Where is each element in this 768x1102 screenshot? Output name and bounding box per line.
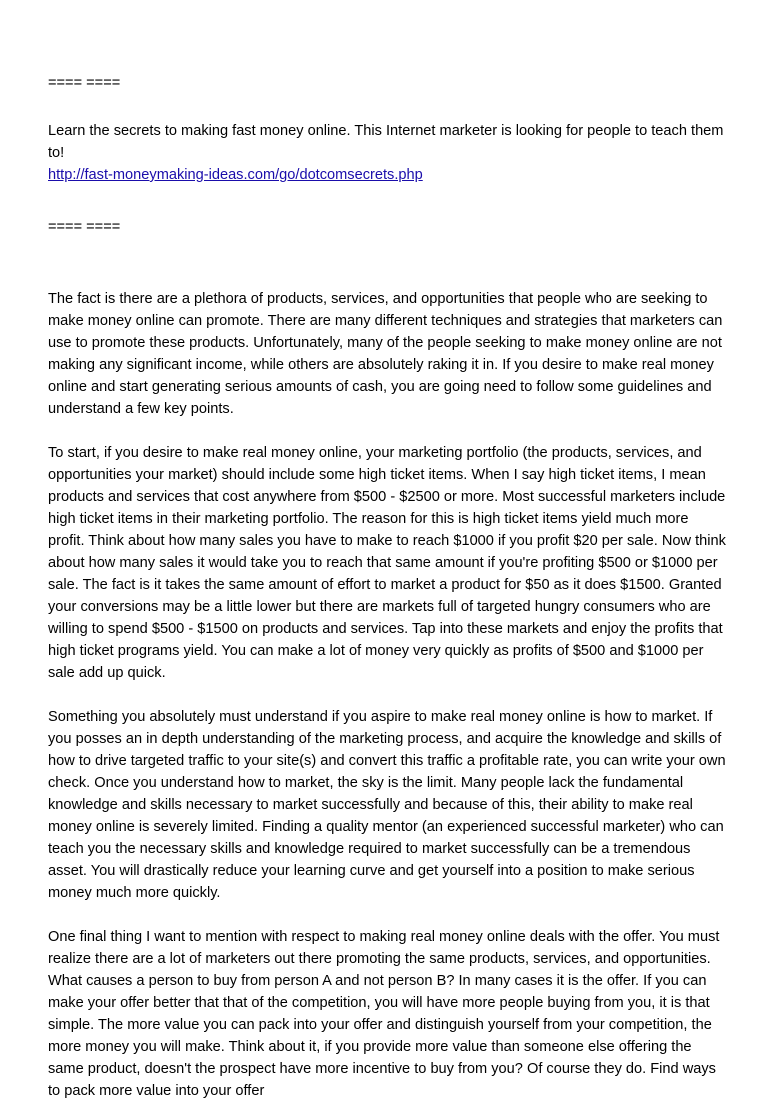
intro-text: Learn the secrets to making fast money online. This Internet marketer is looking for people to teach them to! <box>48 123 724 161</box>
paragraph: The fact is there are a plethora of products, services, and opportunities that people who are seeking to make money online can promote. There are many different techniques and strategies that marketers can use to promote these products. Unfortunately, many of the people seeking to make money online are not making any significant income, while others are absolutely raking it in. If you desire to make real money online and start generating serious amounts of cash, you are going need to follow some guidelines and understand a few key points. <box>48 291 723 417</box>
intro-block <box>48 120 728 186</box>
promo-link[interactable]: http://fast-moneymaking-ideas.com/go/dotcomsecrets.php <box>48 167 423 183</box>
paragraph: Something you absolutely must understand if you aspire to make real money online is how to market. If you posses an in depth understanding of the marketing process, and acquire the knowledge and skills of how to drive targeted traffic to your site(s) and convert this traffic a profitable rate, you can write your own check. Once you understand how to market, the sky is the limit. Many people lack the fundamental knowledge and skills necessary to market successfully and because of this, their ability to make real money online is severely limited. Finding a quality mentor (an experienced successful marketer) who can teach you the necessary skills and knowledge required to market successfully can be a tremendous asset. You will drastically reduce your learning curve and get yourself into a position to make serious money much more quickly. <box>48 709 726 901</box>
article-body <box>48 288 728 1102</box>
paragraph: One final thing I want to mention with respect to making real money online deals with the offer. You must realize there are a lot of marketers out there promoting the same products, services, and opportunities. What causes a person to buy from person A and not person B? In many cases it is the offer. If you can make your offer better that that of the competition, you will have more people buying from you, it is that simple. The more value you can pack into your offer and distinguish yourself from your competition, the more money you will make. Think about it, if you provide more value than someone else offering the same product, doesn't the prospect have more incentive to buy from you? Of course they do. Find ways to pack more value into your offer <box>48 929 720 1099</box>
separator-top: ==== ==== <box>48 75 121 91</box>
separator-bottom: ==== ==== <box>48 219 121 235</box>
paragraph: To start, if you desire to make real money online, your marketing portfolio (the products, services, and opportunities your market) should include some high ticket items. When I say high ticket items, I mean products and services that cost anywhere from $500 - $2500 or more. Most successful marketers include high ticket items in their marketing portfolio. The reason for this is high ticket items yield much more profit. Think about how many sales you have to make to reach $1000 if you profit $20 per sale. Now think about how many sales it would take you to reach that same amount if you're profiting $500 or $1000 per sale. The fact is it takes the same amount of effort to market a product for $50 as it does $1500. Granted your conversions may be a little lower but there are markets full of targeted hungry consumers who are willing to spend $500 - $1500 on products and services. Tap into these markets and enjoy the profits that high ticket programs yield. You can make a lot of money very quickly as profits of $500 and $1000 per sale add up quick. <box>48 445 726 681</box>
